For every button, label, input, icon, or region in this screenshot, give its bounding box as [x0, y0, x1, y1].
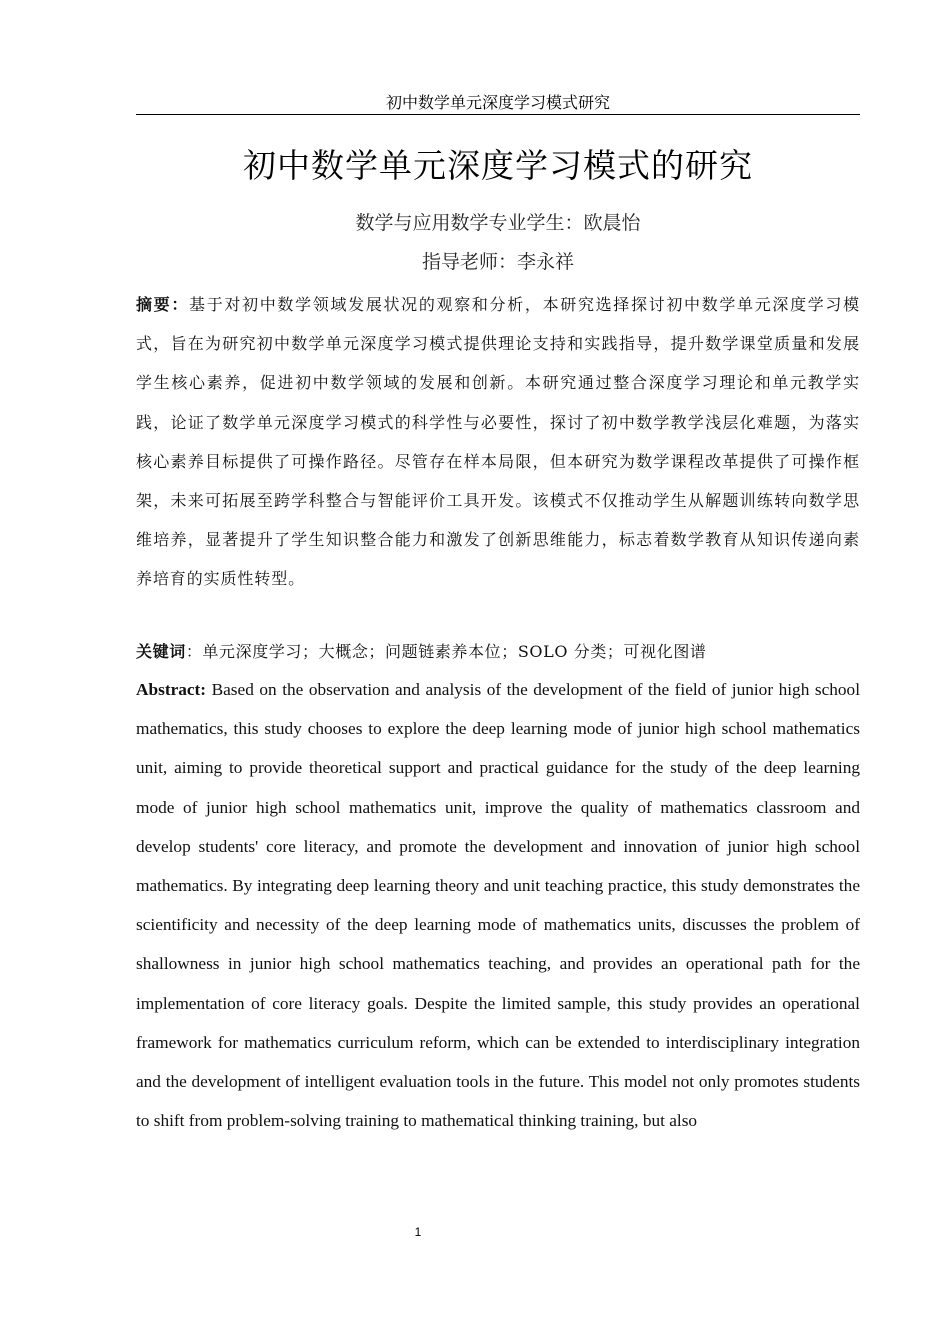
student-author-line: 数学与应用数学专业学生：欧晨怡 [355, 212, 641, 234]
keywords [136, 637, 860, 667]
english-abstract [136, 670, 860, 1140]
chinese-abstract-label: 摘要： [136, 295, 190, 314]
running-header: 初中数学单元深度学习模式研究 [385, 93, 610, 112]
chinese-abstract [136, 285, 860, 599]
keywords-text: ：单元深度学习；大概念；问题链素养本位；SOLO 分类；可视化图谱 [185, 642, 707, 661]
header-rule [136, 114, 860, 115]
chinese-abstract-text: 基于对初中数学领域发展状况的观察和分析，本研究选择探讨初中数学单元深度学习模式，旨在为研究初中数学单元深度学习模式提供理论支持和实践指导，提升数学课堂质量和发展学生核心素养，促进初中数学领域的发展和创新。本研究通过整合深度学习理论和单元教学实践，论证了数学单元深度学习模式的科学性与必要性，探讨了初中数学教学浅层化难题，为落实核心素养目标提供了可操作路径。尽管存在样本局限，但本研究为数学课程改革提供了可操作框架，未来可拓展至跨学科整合与智能评价工具开发。该模式不仅推动学生从解题训练转向数学思维培养，显著提升了学生知识整合能力和激发了创新思维能力，标志着数学教育从知识传递向素养培育的实质性转型。 [136, 295, 861, 589]
keywords-label: 关键词 [136, 642, 186, 661]
paper-title: 初中数学单元深度学习模式的研究 [243, 146, 753, 185]
advisor-line: 指导老师：李永祥 [421, 251, 574, 273]
page-number: 1 [414, 1225, 422, 1239]
english-abstract-text: Based on the observation and analysis of the development of the field of junior high school mathematics, this study chooses to explore the deep learning mode of junior high school mathematics unit, aiming to provide theoretical support and practical guidance for the study of the deep learning mode of junior high school mathematics unit, improve the quality of mathematics classroom and develop students' core literacy, and promote the development and innovation of junior high school mathematics. By integrating deep learning theory and unit teaching practice, this study demonstrates the scientificity and necessity of the deep learning mode of mathematics units, discusses the problem of shallowness in junior high school mathematics teaching, and provides an operational path for the implementation of core literacy goals. Despite the limited sample, this study provides an operational framework for mathematics curriculum reform, which can be extended to interdisciplinary integration and the development of intelligent evaluation tools in the future. This model not only promotes students to shift from problem-solving training to mathematical thinking training, but also [136, 680, 860, 1131]
english-abstract-label: Abstract: [136, 680, 207, 699]
